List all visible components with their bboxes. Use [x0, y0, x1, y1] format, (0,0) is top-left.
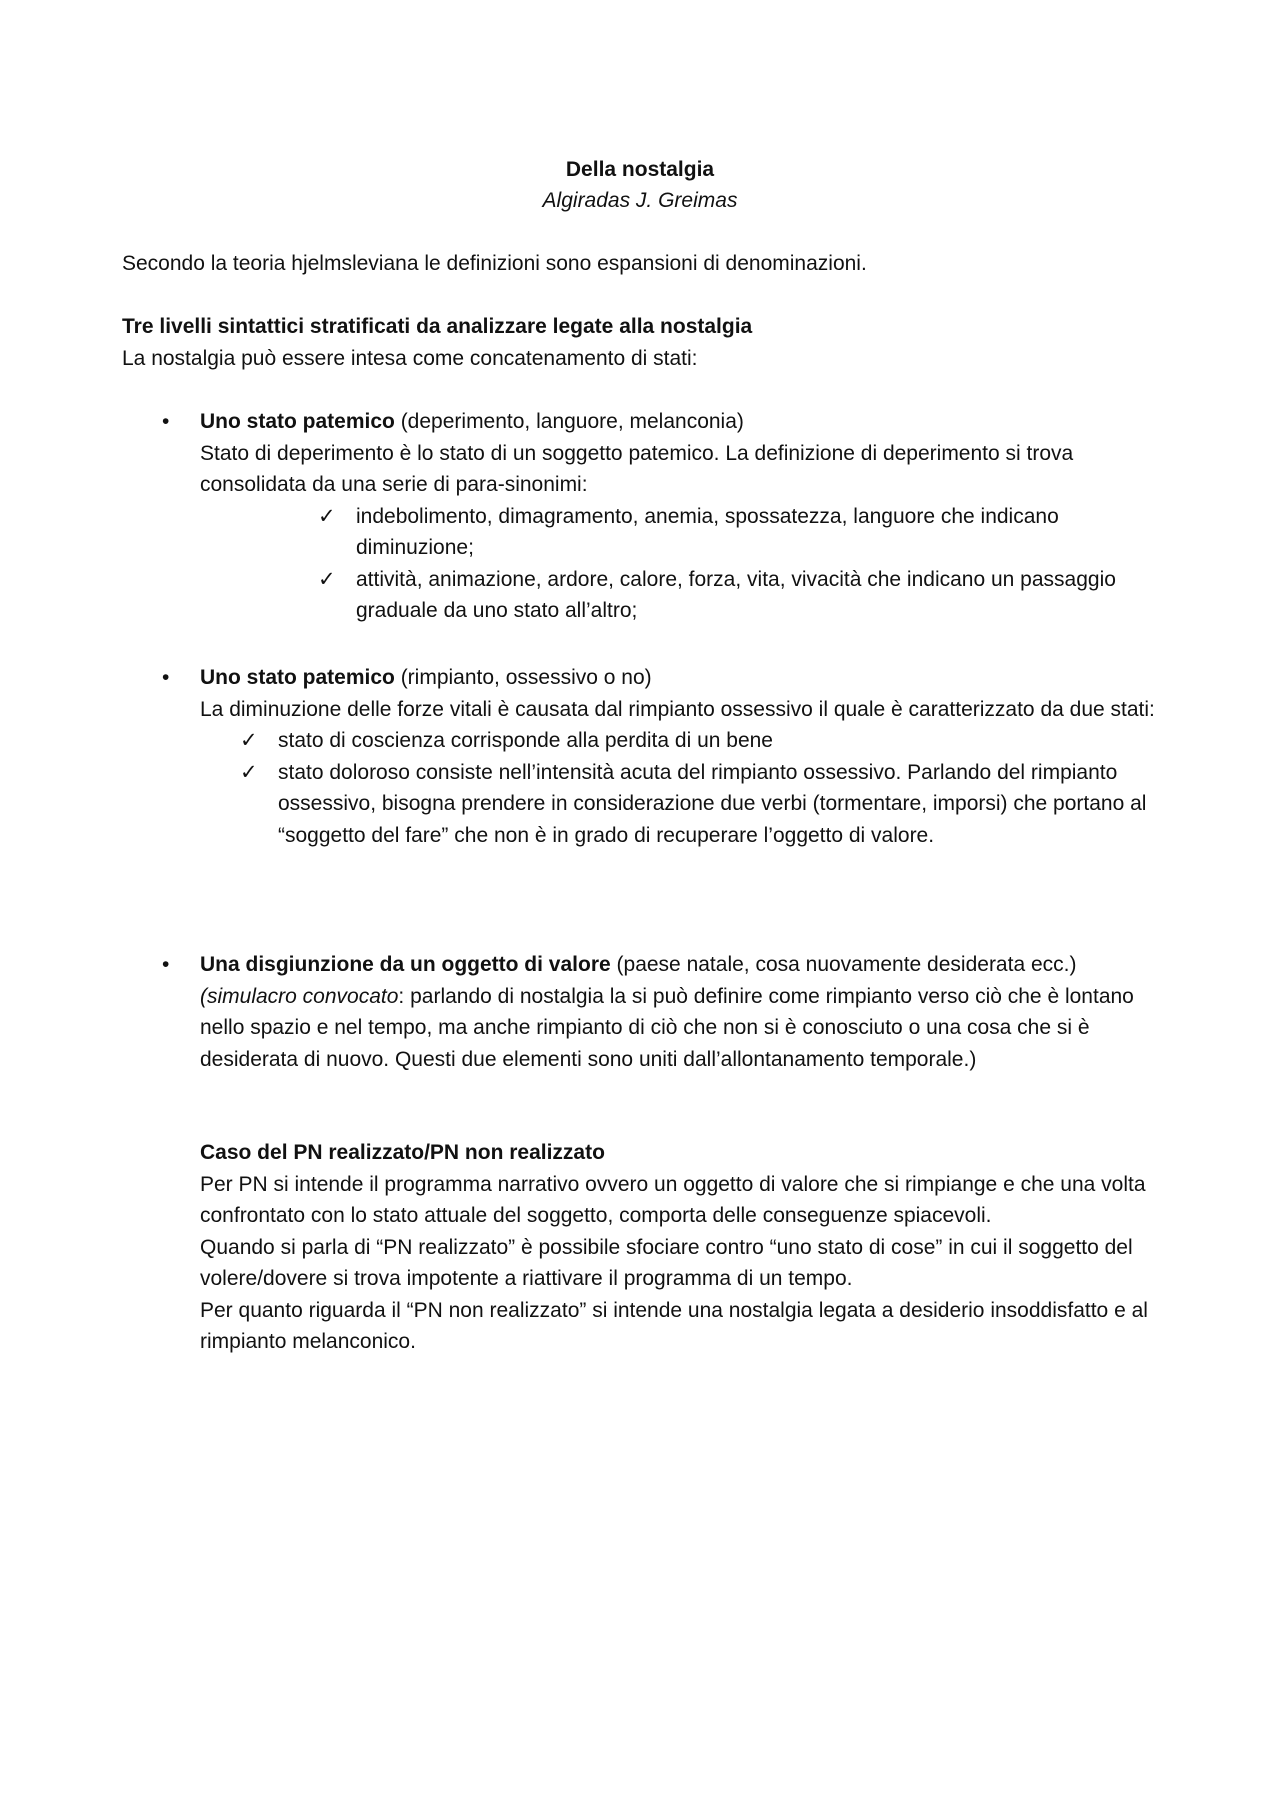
- check-item: [240, 757, 1158, 852]
- bullet-body: [200, 949, 1180, 1075]
- checkmark-icon: ✓: [240, 729, 258, 752]
- section-heading: Tre livelli sintattici stratificati da analizzare legate alla nostalgia: [122, 315, 753, 338]
- bullet-text: Stato di deperimento è lo stato di un soggetto patemico. La definizione di deperimento si trova consolidata da una serie di para-sinonimi:: [200, 441, 1074, 496]
- bullet-heading-line: [200, 406, 1180, 438]
- check-list: [318, 501, 1176, 627]
- document-title: Della nostalgia: [565, 158, 715, 181]
- check-item-text: stato doloroso consiste nell’intensità acuta del rimpianto ossessivo. Parlando del rimpianto ossessivo, bisogna prendere in considerazione due verbi (tormentare, imporsi) che portano al “soggetto del fare” che non è in grado di recuperare l’oggetto di valore.: [278, 760, 1147, 847]
- document-author: Algiradas J. Greimas: [542, 189, 738, 212]
- check-item: [240, 725, 1158, 757]
- bullet-heading: Uno stato patemico: [200, 666, 395, 689]
- bullet-heading: Uno stato patemico: [200, 410, 395, 433]
- bullet-heading-line: [200, 662, 1180, 694]
- bullet-heading-detail: (paese natale, cosa nuovamente desiderata ecc.): [610, 953, 1077, 976]
- checkmark-icon: ✓: [318, 567, 336, 591]
- pn-paragraph: Per quanto riguarda il “PN non realizzato” si intende una nostalgia legata a desiderio insoddisfatto e al rimpianto melanconico.: [200, 1298, 1148, 1353]
- checkmark-icon: ✓: [240, 760, 258, 784]
- pn-paragraph: Per PN si intende il programma narrativo ovvero un oggetto di valore che si rimpiange e che una volta confrontato con lo stato attuale del soggetto, comporta delle conseguenze spiacevoli.: [200, 1172, 1146, 1227]
- check-list: [240, 725, 1158, 851]
- bullet-text: [200, 981, 1180, 1076]
- bullet-icon: •: [162, 410, 170, 433]
- bullet-icon: •: [162, 666, 170, 689]
- bullet-text: La diminuzione delle forze vitali è causata dal rimpianto ossessivo il quale è caratterizzato da due stati:: [200, 697, 1155, 721]
- bullet-text-rest: : parlando di nostalgia la si può definire come rimpianto verso ciò che è lontano nello spazio e nel tempo, ma anche rimpianto di ciò che non si è conosciuto o una cosa che si è desiderata di nuovo. Questi due elementi sono uniti dall’allontanamento temporale.): [200, 984, 1134, 1071]
- bullet-body: [200, 406, 1180, 627]
- checkmark-icon: ✓: [318, 504, 336, 528]
- check-item-text: indebolimento, dimagramento, anemia, spossatezza, languore che indicano diminuzione;: [356, 504, 1059, 559]
- intro-paragraph: Secondo la teoria hjelmsleviana le definizioni sono espansioni di denominazioni.: [122, 252, 867, 275]
- check-item: [318, 564, 1176, 627]
- bullet-heading-line: [200, 949, 1180, 981]
- section: [122, 311, 1182, 374]
- check-item-text: stato di coscienza corrisponde alla perdita di un bene: [278, 729, 773, 752]
- bullet-heading-detail: (deperimento, languore, melanconia): [394, 410, 744, 433]
- pn-section: [200, 1137, 1160, 1358]
- pn-heading: Caso del PN realizzato/PN non realizzato: [200, 1141, 605, 1164]
- bullet-text-italic: (simulacro convocato: [200, 984, 399, 1008]
- check-item-text: attività, animazione, ardore, calore, forza, vita, vivacità che indicano un passaggio graduale da uno stato all’altro;: [356, 567, 1116, 622]
- bullet-body: [200, 662, 1180, 851]
- section-intro: La nostalgia può essere intesa come concatenamento di stati:: [122, 346, 698, 370]
- bullet-icon: •: [162, 953, 170, 976]
- bullet-heading: Una disgiunzione da un oggetto di valore: [200, 953, 611, 976]
- bullet-heading-detail: (rimpianto, ossessivo o no): [394, 666, 652, 689]
- pn-paragraph: Quando si parla di “PN realizzato” è possibile sfociare contro “uno stato di cose” in cui il soggetto del volere/dovere si trova impotente a riattivare il programma di un tempo.: [200, 1235, 1133, 1290]
- check-item: [318, 501, 1176, 564]
